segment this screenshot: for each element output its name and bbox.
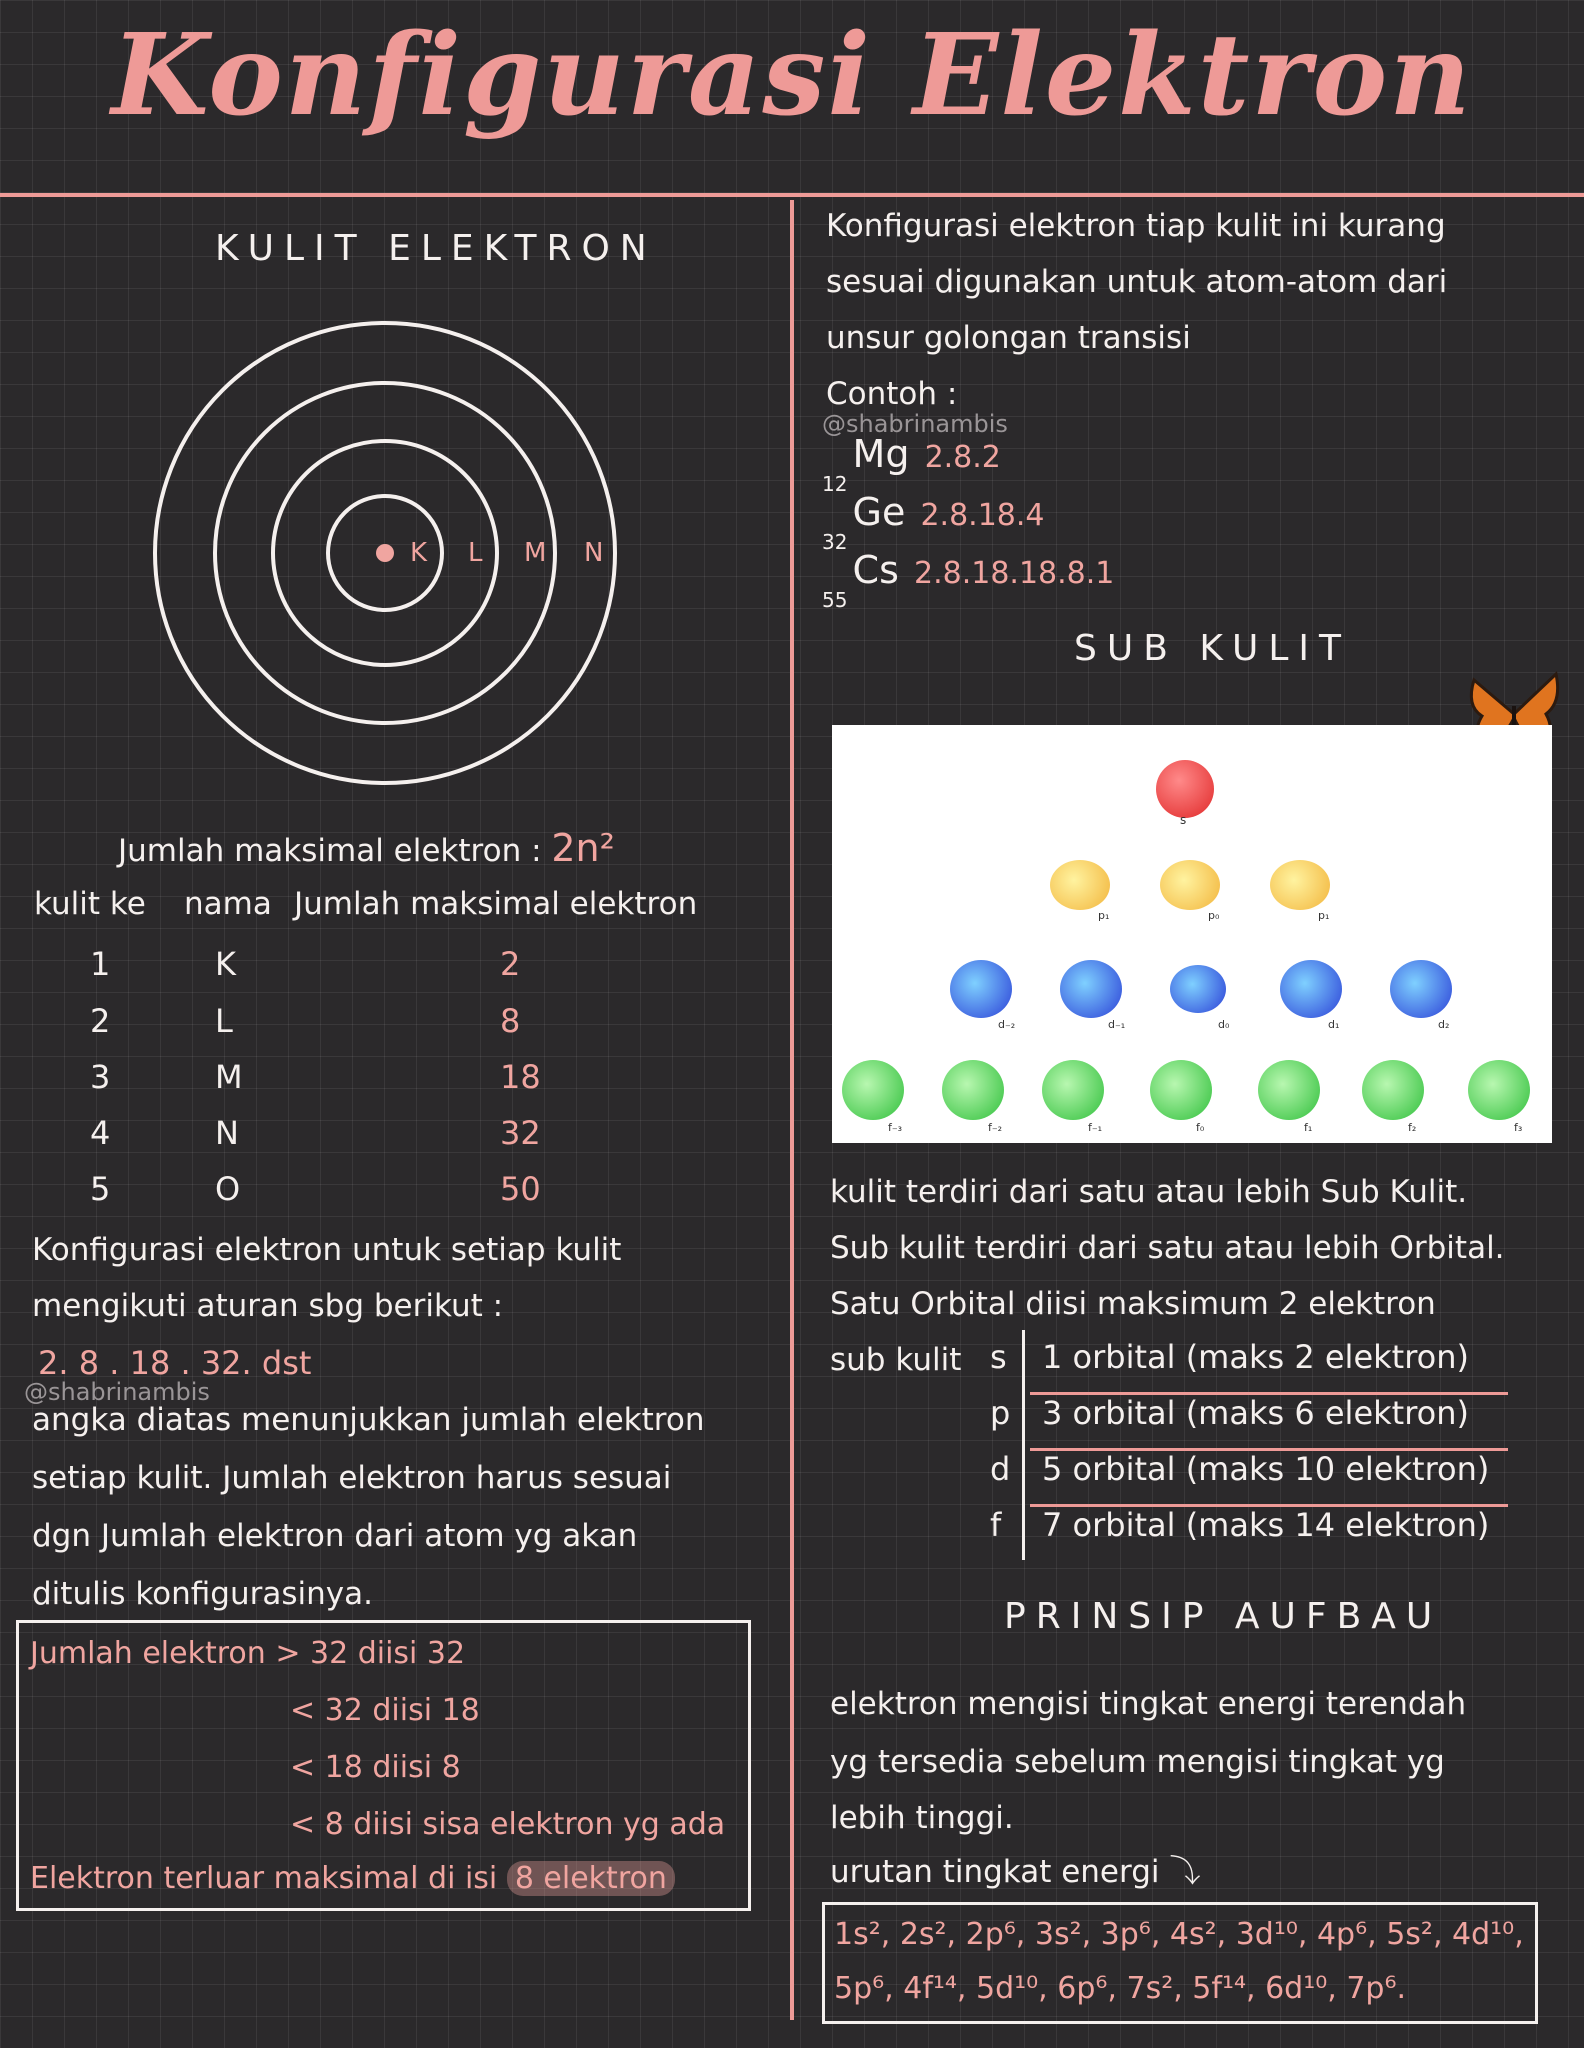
config-rule-line-1: Konfigurasi elektron untuk setiap kulit [32,1232,622,1268]
header-nama: nama [184,886,272,922]
atomic-number: 55 [822,588,848,612]
element-symbol: Cs [852,548,899,592]
row-shell-max: 18 [500,1058,541,1096]
p-orbital [1160,860,1220,910]
intro-line-3: unsur golongan transisi [826,320,1191,356]
subshell-desc: 3 orbital (maks 6 elektron) [1042,1394,1469,1432]
row-shell-max: 2 [500,945,521,983]
rule-line-2: < 32 diisi 18 [290,1693,480,1728]
d-orbital [1280,960,1342,1018]
d-orbital [1390,960,1452,1018]
subshell-desc: 7 orbital (maks 14 elektron) [1042,1506,1490,1544]
watermark-left: @shabrinambis [24,1378,210,1406]
row-shell-name: K [215,945,236,983]
f-orbital-label: f₋₁ [1088,1121,1103,1134]
table-row [30,945,750,1001]
d-orbital-label: d₋₂ [998,1018,1016,1031]
row-shell-max: 32 [500,1114,541,1152]
d-orbital [1060,960,1122,1018]
column-divider [790,200,794,2020]
subshell-letter: p [990,1394,1011,1432]
element-symbol: Mg [852,432,910,476]
explain-line-4: ditulis konfigurasinya. [32,1576,373,1612]
shell-heading: KULIT ELEKTRON [215,228,657,269]
aufbau-line-1: elektron mengisi tingkat energi terendah [830,1686,1467,1722]
shell-label-m: M [524,538,547,568]
element-config: 2.8.18.18.8.1 [913,556,1115,591]
f-orbital [842,1060,904,1120]
energy-order-text: urutan tingkat energi [830,1854,1160,1890]
shell-label-n: N [584,538,604,568]
max-formula-value: 2n² [551,826,615,870]
row-shell-max: 8 [500,1002,521,1040]
example-row [822,548,1115,612]
energy-order-line-2: 5p⁶, 4f¹⁴, 5d¹⁰, 6p⁶, 7s², 5f¹⁴, 6d¹⁰, 7p⁶. [834,1971,1407,2006]
f-orbital [1258,1060,1320,1120]
nucleus [376,544,394,562]
p-orbital [1270,860,1330,910]
atomic-number: 32 [822,530,848,554]
row-shell-name: O [215,1170,241,1208]
rule-5-highlight: 8 elektron [507,1861,675,1896]
d-orbital [950,960,1012,1018]
energy-order-label [830,1844,1200,1900]
f-orbital-label: f₃ [1514,1121,1523,1134]
element-config: 2.8.2 [924,440,1001,475]
config-rule-line-2: mengikuti aturan sbg berikut : [32,1288,504,1324]
title-divider [0,193,1584,197]
aufbau-line-2: yg tersedia sebelum mengisi tingkat yg [830,1744,1445,1780]
d-orbital [1170,965,1226,1013]
subshell-letter: f [990,1506,1002,1544]
sub-table-divider [1022,1330,1025,1560]
p-orbital-label: p₁ [1318,909,1330,922]
page-title: Konfigurasi Elektron [111,10,1473,141]
sub-text-line-1: kulit terdiri dari satu atau lebih Sub Kulit. [830,1174,1468,1210]
explain-line-1: angka diatas menunjukkan jumlah elektron [32,1402,705,1438]
f-orbital [1042,1060,1104,1120]
f-orbital [942,1060,1004,1120]
s-orbital-label: s [1180,813,1187,827]
p-orbital [1050,860,1110,910]
f-orbital-label: f₋₂ [988,1121,1003,1134]
subshell-desc: 5 orbital (maks 10 elektron) [1042,1450,1490,1488]
row-shell-number: 1 [90,945,111,983]
d-orbital-label: d₁ [1328,1018,1340,1031]
s-orbital [1156,760,1214,818]
rule-5-prefix: Elektron terluar maksimal di isi [30,1861,498,1896]
subshell-desc: 1 orbital (maks 2 elektron) [1042,1338,1469,1376]
header-kulit-ke: kulit ke [34,886,146,922]
row-shell-number: 2 [90,1002,111,1040]
shell-label-k: K [410,538,428,568]
f-orbital-label: f₂ [1408,1121,1417,1134]
aufbau-line-3: lebih tinggi. [830,1800,1014,1836]
rule-line-1: Jumlah elektron > 32 diisi 32 [30,1636,466,1671]
d-orbital-label: d₋₁ [1108,1018,1126,1031]
contoh-label: Contoh : [826,376,958,412]
explain-line-3: dgn Jumlah elektron dari atom yg akan [32,1518,638,1554]
element-config: 2.8.18.4 [920,498,1045,533]
curved-arrow-icon: ⤵ [1169,1854,1201,1890]
shell-table-header [30,886,750,942]
row-shell-number: 4 [90,1114,111,1152]
element-symbol: Ge [852,490,906,534]
d-orbital-label: d₀ [1218,1018,1230,1031]
shell-diagram [150,318,620,788]
row-shell-name: N [215,1114,239,1152]
header-jumlah: Jumlah maksimal elektron [294,886,698,922]
atomic-number: 12 [822,472,848,496]
table-row [30,1114,750,1170]
sub-text-line-2: Sub kulit terdiri dari satu atau lebih Orbital. [830,1230,1505,1266]
shell-sequence: 2. 8 . 18 . 32. dst [38,1344,312,1382]
max-formula [118,826,615,870]
sub-text-line-3: Satu Orbital diisi maksimum 2 elektron [830,1286,1436,1322]
aufbau-heading: PRINSIP AUFBAU [1004,1596,1443,1637]
rule-line-5 [30,1854,675,1904]
watermark-right: @shabrinambis [822,410,1008,438]
p-orbital-label: p₁ [1098,909,1110,922]
rule-line-4: < 8 diisi sisa elektron yg ada [290,1807,726,1842]
max-formula-label: Jumlah maksimal elektron : [118,833,542,869]
row-shell-number: 5 [90,1170,111,1208]
f-orbital [1362,1060,1424,1120]
f-orbital-label: f₋₃ [888,1121,903,1134]
row-shell-name: M [215,1058,243,1096]
intro-line-2: sesuai digunakan untuk atom-atom dari [826,264,1448,300]
f-orbital [1150,1060,1212,1120]
f-orbital-label: f₀ [1196,1121,1205,1134]
energy-order-line-1: 1s², 2s², 2p⁶, 3s², 3p⁶, 4s², 3d¹⁰, 4p⁶, 5s², 4d¹⁰, [834,1917,1524,1952]
subshell-letter: d [990,1450,1011,1488]
example-row [822,490,1045,554]
orbital-illustration [832,725,1552,1143]
row-shell-number: 3 [90,1058,111,1096]
row-shell-name: L [215,1002,233,1040]
intro-line-1: Konfigurasi elektron tiap kulit ini kurang [826,208,1446,244]
f-orbital-label: f₁ [1304,1121,1313,1134]
table-row [30,1058,750,1114]
explain-line-2: setiap kulit. Jumlah elektron harus sesuai [32,1460,672,1496]
sub-kulit-heading: SUB KULIT [1074,628,1351,669]
p-orbital-label: p₀ [1208,909,1220,922]
d-orbital-label: d₂ [1438,1018,1450,1031]
subshell-letter: s [990,1338,1007,1376]
rule-line-3: < 18 diisi 8 [290,1750,461,1785]
row-shell-max: 50 [500,1170,541,1208]
example-row [822,432,1001,496]
table-row [30,1170,750,1226]
sub-kulit-label: sub kulit [830,1342,962,1378]
f-orbital [1468,1060,1530,1120]
table-row [30,1002,750,1058]
shell-label-l: L [468,538,483,568]
